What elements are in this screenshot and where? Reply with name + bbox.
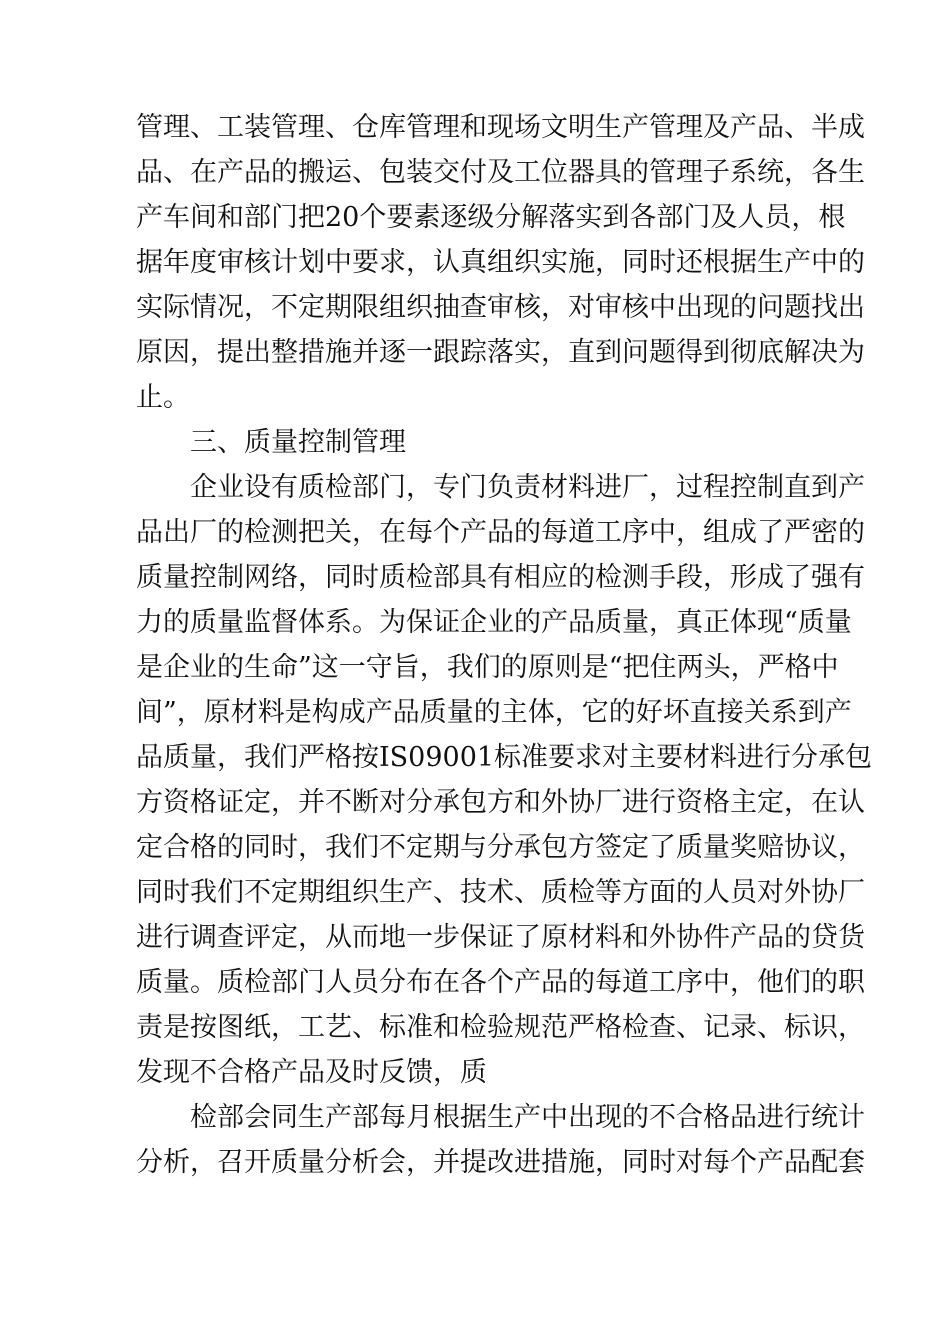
paragraph-2-line-7: 品质量，我们严格按IS09001标准要求对主要材料进行分承包 <box>136 742 873 773</box>
paragraph-1-line-7: 止。 <box>136 382 190 413</box>
paragraph-2-line-11: 进行调查评定，从而地一步保证了原材料和外协件产品的贷货 <box>136 922 865 953</box>
paragraph-1-line-1: 管理、工装管理、仓库管理和现场文明生产管理及产品、半成 <box>136 112 865 143</box>
paragraph-3-line-2: 分析，召开质量分析会，并提改进措施，同时对每个产品配套 <box>136 1147 865 1178</box>
paragraph-3-line-1: 检部会同生产部每月根据生产中出现的不合格品进行统计 <box>190 1102 865 1133</box>
paragraph-2-line-8: 方资格证定，并不断对分承包方和外协厂进行资格主定，在认 <box>136 787 865 818</box>
paragraph-1-line-4: 据年度审核计划中要求，认真组织实施，同时还根据生产中的 <box>136 247 865 278</box>
paragraph-2-line-14: 发现不合格产品及时反馈，质 <box>136 1057 487 1088</box>
paragraph-1-line-2: 品、在产品的搬运、包装交付及工位器具的管理子系统，各生 <box>136 157 865 188</box>
paragraph-2-line-13: 责是按图纸，工艺、标准和检验规范严格检查、记录、标识， <box>136 1012 865 1043</box>
paragraph-2-line-5: 是企业的生命”这一守旨，我们的原则是“把住两头，严格中 <box>136 652 839 683</box>
paragraph-2-line-2: 品出厂的检测把关，在每个产品的每道工序中，组成了严密的 <box>136 517 865 548</box>
paragraph-1-line-3: 产车间和部门把20个要素逐级分解落实到各部门及人员，根 <box>136 202 846 233</box>
paragraph-2-line-6: 间”，原材料是构成产品质量的主体，它的好坏直接关系到产 <box>136 697 852 728</box>
paragraph-2-line-12: 质量。质检部门人员分布在各个产品的每道工序中，他们的职 <box>136 967 865 998</box>
section-heading: 三、质量控制管理 <box>190 427 406 458</box>
paragraph-2-line-4: 力的质量监督体系。为保证企业的产品质量，真正体现“质量 <box>136 607 852 638</box>
paragraph-1-line-6: 原因，提出整措施并逐一跟踪落实，直到问题得到彻底解决为 <box>136 337 865 368</box>
paragraph-2-line-1: 企业设有质检部门，专门负责材料进厂，过程控制直到产 <box>190 472 865 503</box>
paragraph-2-line-3: 质量控制网络，同时质检部具有相应的检测手段，形成了强有 <box>136 562 865 593</box>
paragraph-1-line-5: 实际情况，不定期限组织抽查审核，对审核中出现的问题找出 <box>136 292 865 323</box>
paragraph-2-line-9: 定合格的同时，我们不定期与分承包方签定了质量奖赔协议， <box>136 832 865 863</box>
paragraph-2-line-10: 同时我们不定期组织生产、技术、质检等方面的人员对外协厂 <box>136 877 865 908</box>
